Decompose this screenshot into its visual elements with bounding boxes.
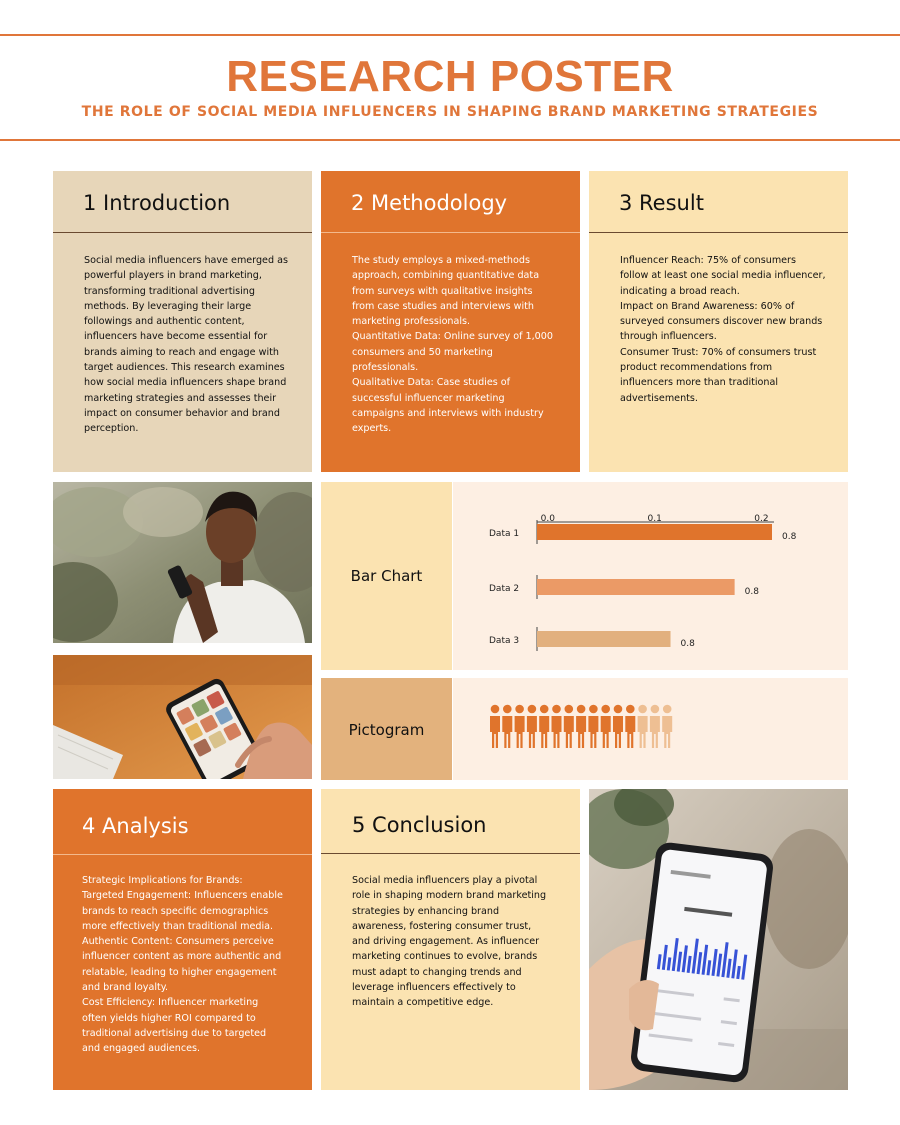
phone-on-desk-photo	[53, 655, 312, 779]
person-icon	[588, 705, 598, 748]
conclusion-heading: 5 Conclusion	[352, 813, 487, 837]
top-rule	[0, 34, 900, 36]
introduction-paragraph: Social media influencers have emerged as powerful players in brand marketing, transforming traditional advertising methods. By leveraging their large followings and authentic content, influencers have become essential for brands aiming to reach and engage with target audiences. This research examines how social media influencers shape brand marketing strategies and assesses their impact on consumer behavior and brand perception.	[84, 255, 288, 435]
x-tick-label: 0.1	[647, 514, 662, 524]
bar	[537, 631, 671, 647]
hand-holding-phone-analytics-photo	[589, 789, 848, 1090]
person-icon	[539, 705, 549, 748]
methodology-paragraph: The study employs a mixed-methods approach, combining quantitative data from surveys with qualitative insights from case studies and interviews with marketing professionals.	[352, 255, 540, 328]
bar-chart-label-box	[321, 482, 452, 670]
x-tick-label: 0.0	[540, 514, 555, 524]
result-header	[589, 171, 848, 233]
pictogram-label-box	[321, 678, 452, 780]
bar-chart	[453, 482, 848, 670]
person-icon	[601, 705, 611, 748]
person-icon	[638, 705, 648, 748]
introduction-panel	[53, 171, 312, 472]
header-bottom-rule	[0, 139, 900, 141]
analysis-panel	[53, 789, 312, 1090]
person-icon	[576, 705, 586, 748]
result-paragraph: Impact on Brand Awareness: 60% of surveyed consumers discover new brands through influencers.	[620, 300, 823, 343]
bar-chart-label: Bar Chart	[350, 567, 423, 585]
person-icon	[613, 705, 623, 748]
person-icon	[662, 705, 672, 748]
introduction-heading: 1 Introduction	[83, 191, 231, 215]
conclusion-paragraph: Social media influencers play a pivotal role in shaping modern brand marketing strategies by enhancing brand awareness, fostering consumer trust, and driving engagement. As influencer marketing continues to evolve, brands must adapt to changing trends and leverage influencers effectively to maintain a competitive edge.	[352, 875, 547, 1009]
result-heading: 3 Result	[619, 191, 704, 215]
analysis-paragraph: Authentic Content: Consumers perceive influencer content as more authentic and relatable, leading to higher engagement and brand loyalty.	[82, 936, 282, 994]
x-tick-label: 0.2	[754, 514, 769, 524]
man-using-phone-photo	[53, 482, 312, 643]
person-icon	[650, 705, 660, 748]
person-icon	[515, 705, 525, 748]
person-icon	[490, 705, 500, 748]
bar	[537, 579, 735, 595]
data-label: 0.8	[744, 587, 759, 597]
conclusion-text	[352, 873, 548, 1011]
result-panel	[589, 171, 848, 472]
person-icon	[527, 705, 537, 748]
analysis-text	[82, 873, 286, 1057]
introduction-header	[53, 171, 312, 233]
person-icon	[502, 705, 512, 748]
person-icon	[564, 705, 574, 748]
data-label: 0.8	[782, 532, 797, 542]
methodology-panel	[321, 171, 580, 472]
methodology-paragraph: Quantitative Data: Online survey of 1,000 consumers and 50 marketing professionals.	[352, 331, 553, 374]
methodology-paragraph: Qualitative Data: Case studies of successful influencer marketing campaigns and interviews with industry experts.	[352, 377, 544, 435]
analysis-header	[53, 789, 312, 855]
methodology-header	[321, 171, 580, 233]
pictogram-svg	[453, 678, 848, 780]
person-icon	[625, 705, 635, 748]
category-label: Data 3	[489, 636, 520, 646]
bar-chart-svg	[453, 482, 848, 670]
conclusion-panel	[321, 789, 580, 1090]
result-paragraph: Influencer Reach: 75% of consumers follow at least one social media influencer, indicating a broad reach.	[620, 255, 826, 297]
result-paragraph: Consumer Trust: 70% of consumers trust product recommendations from influencers more than traditional advertisements.	[620, 346, 817, 404]
pictogram	[453, 678, 848, 780]
methodology-text	[352, 253, 555, 437]
analysis-paragraph: Targeted Engagement: Influencers enable brands to reach specific demographics more effectively than traditional media.	[82, 890, 283, 932]
conclusion-header	[321, 789, 580, 854]
pictogram-label: Pictogram	[348, 721, 425, 739]
analysis-heading: 4 Analysis	[82, 814, 189, 838]
result-text	[620, 253, 826, 406]
category-label: Data 2	[489, 584, 520, 594]
analysis-paragraph: Cost Efficiency: Influencer marketing often yields higher ROI compared to traditional advertising due to targeted and engaged audiences.	[82, 997, 267, 1055]
data-label: 0.8	[680, 639, 695, 649]
methodology-heading: 2 Methodology	[351, 191, 508, 215]
person-icon	[552, 705, 562, 748]
introduction-text	[84, 253, 294, 437]
analysis-paragraph: Strategic Implications for Brands:	[82, 875, 243, 886]
category-label: Data 1	[489, 529, 520, 539]
bar	[537, 524, 772, 540]
poster-subtitle: THE ROLE OF SOCIAL MEDIA INFLUENCERS IN SHAPING BRAND MARKETING STRATEGIES	[81, 104, 819, 120]
poster-title: RESEARCH POSTER	[226, 52, 674, 101]
